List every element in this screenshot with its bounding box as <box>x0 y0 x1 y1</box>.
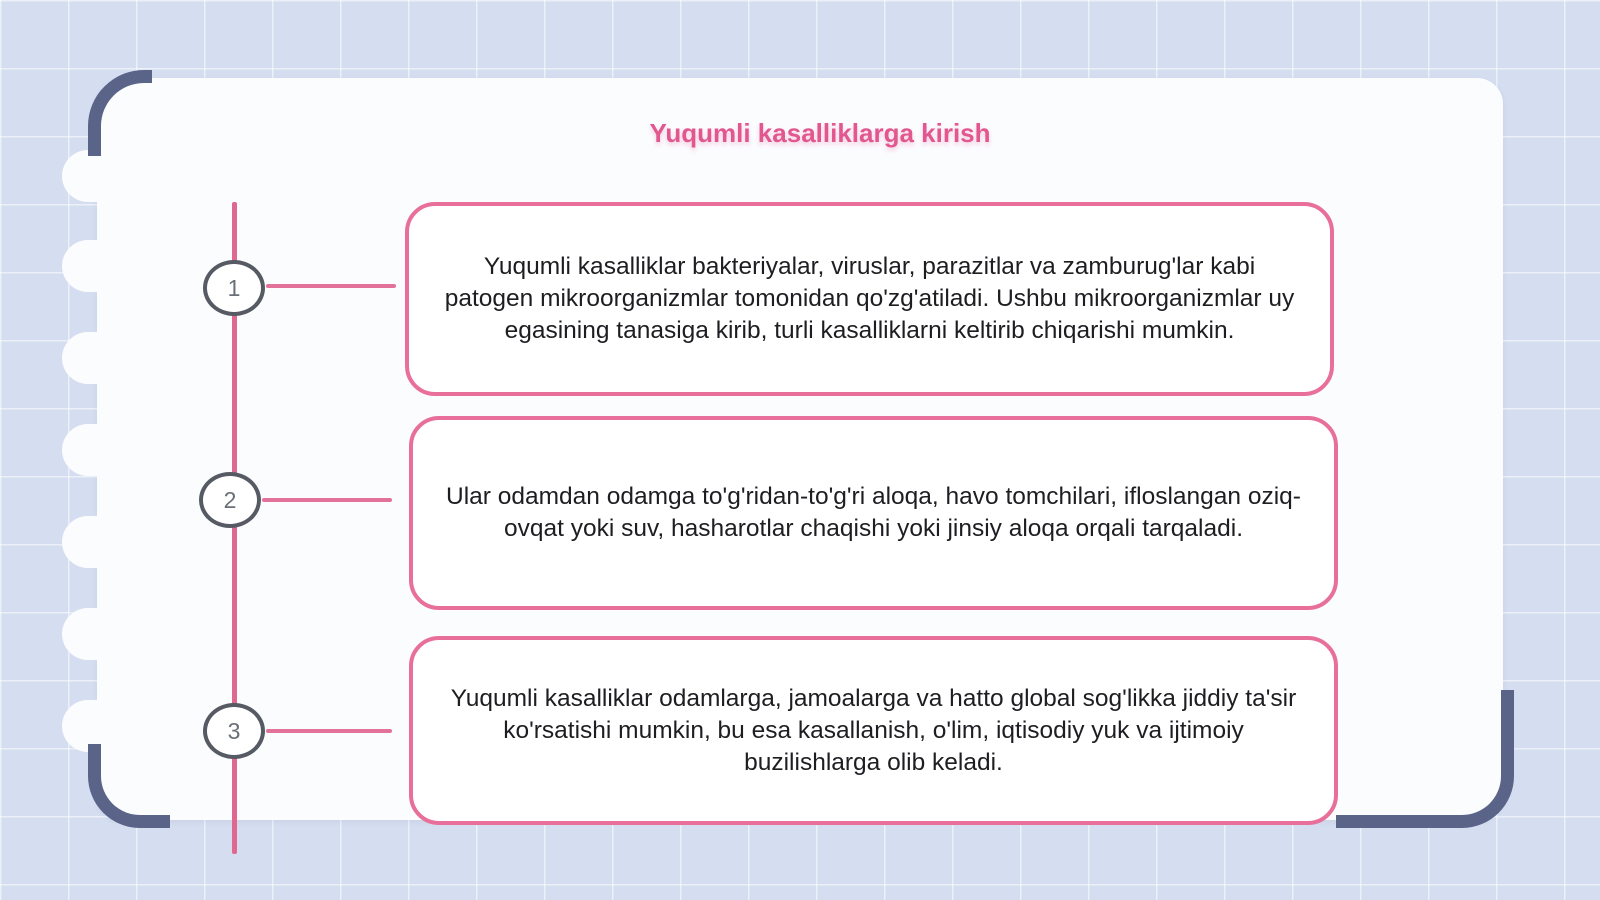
info-card-1 <box>405 202 1334 396</box>
info-card-2 <box>409 416 1338 610</box>
step-marker-2: 2 <box>199 472 261 528</box>
paper-scallop-edge <box>62 516 126 568</box>
timeline-connector-2 <box>262 498 392 502</box>
paper-scallop-edge <box>62 240 126 292</box>
paper-scallop-edge <box>62 424 126 476</box>
info-card-text-1: Yuqumli kasalliklar bakteriyalar, viruslar, parazitlar va zamburug'lar kabi patogen mikroorganizmlar tomonidan qo'zg'atiladi. Ushbu mikroorganizmlar uy egasining tanasiga kirib, turli kasalliklarni keltirib chiqarishi mumkin. <box>444 253 1295 344</box>
frame-corner-bottom-left <box>88 744 170 828</box>
paper-scallop-edge <box>62 150 126 202</box>
info-card-text-2: Ular odamdan odamga to'g'ridan-to'g'ri aloqa, havo tomchilari, ifloslangan oziq-ovqat yoki suv, hasharotlar chaqishi yoki jinsiy aloqa orqali tarqaladi. <box>446 483 1301 542</box>
step-marker-1: 1 <box>203 260 265 316</box>
frame-corner-bottom-right <box>1336 690 1514 828</box>
info-card-text-3: Yuqumli kasalliklar odamlarga, jamoalarga va hatto global sog'likka jiddiy ta'sir ko'rsatishi mumkin, bu esa kasallanish, o'lim, iqtisodiy yuk va ijtimoiy buzilishlarga olib keladi. <box>450 684 1297 776</box>
info-card-3 <box>409 636 1338 825</box>
timeline-connector-3 <box>266 729 392 733</box>
timeline-connector-1 <box>266 284 396 288</box>
step-marker-3: 3 <box>203 703 265 759</box>
slide-title: Yuqumli kasalliklarga kirish <box>649 118 991 148</box>
paper-scallop-edge <box>62 608 126 660</box>
frame-corner-top-left <box>88 70 152 156</box>
paper-scallop-edge <box>62 332 126 384</box>
